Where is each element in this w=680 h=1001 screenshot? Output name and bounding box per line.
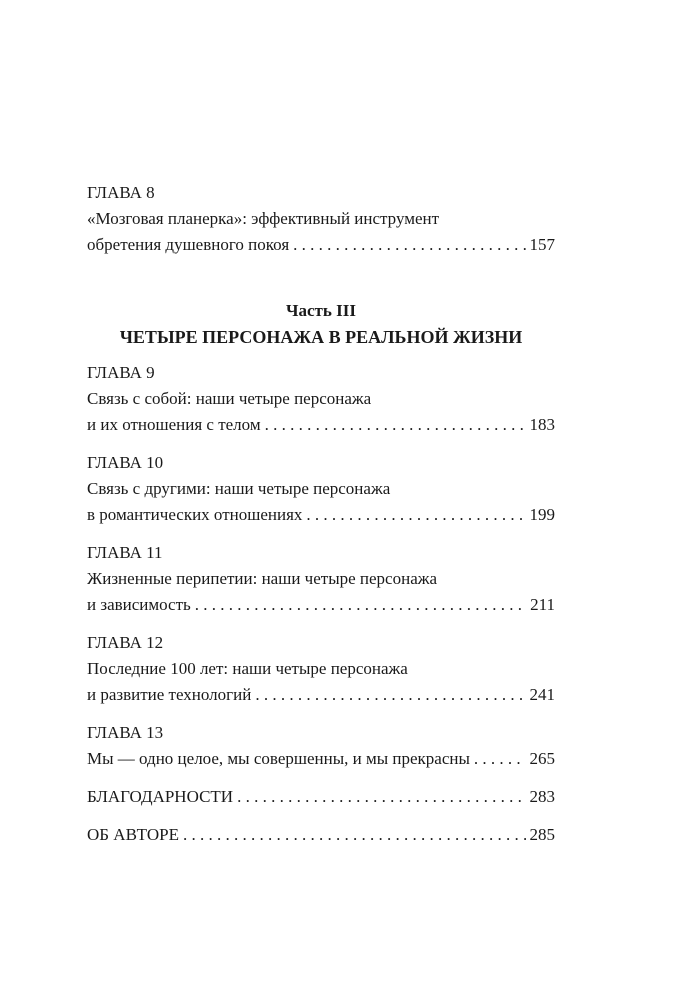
page-number: 265 bbox=[529, 749, 555, 768]
entry-line bbox=[87, 784, 555, 810]
chapter-title-text: и зависимость bbox=[87, 595, 191, 614]
chapter-title-line: Связь с собой: наши четыре персонажа bbox=[87, 389, 372, 408]
part-label: Часть III bbox=[286, 301, 356, 320]
part-heading bbox=[87, 298, 555, 350]
toc-entry-chapter-11[interactable] bbox=[87, 540, 555, 618]
dot-leader bbox=[237, 784, 525, 810]
chapter-title-last-line bbox=[87, 412, 555, 438]
dot-leader bbox=[474, 746, 526, 772]
part-title: ЧЕТЫРЕ ПЕРСОНАЖА В РЕАЛЬНОЙ ЖИЗНИ bbox=[119, 327, 523, 347]
chapter-title-text: обретения душевного покоя bbox=[87, 235, 290, 254]
toc-entry-chapter-12[interactable] bbox=[87, 630, 555, 708]
page-number: 285 bbox=[529, 825, 555, 844]
dot-leader bbox=[265, 412, 526, 438]
toc-entry-chapter-9[interactable] bbox=[87, 360, 555, 438]
chapter-title-text: и развитие технологий bbox=[87, 685, 252, 704]
chapter-title-line: Жизненные перипетии: наши четыре персонажа bbox=[87, 569, 438, 588]
chapter-label: ГЛАВА 13 bbox=[87, 723, 164, 742]
entry-title: БЛАГОДАРНОСТИ bbox=[87, 787, 234, 806]
dot-leader bbox=[195, 592, 526, 618]
toc-entry-about-author[interactable] bbox=[87, 822, 555, 848]
chapter-title-last-line bbox=[87, 232, 555, 258]
toc-entry-chapter-8[interactable] bbox=[87, 180, 555, 258]
chapter-title-last-line bbox=[87, 682, 555, 708]
chapter-title-last-line bbox=[87, 592, 555, 618]
chapter-title-text: Мы — одно целое, мы совершенны, и мы прекрасны bbox=[87, 749, 470, 768]
chapter-title-last-line bbox=[87, 502, 555, 528]
entry-title: ОБ АВТОРЕ bbox=[87, 825, 179, 844]
chapter-title-text: и их отношения с телом bbox=[87, 415, 261, 434]
toc-entry-chapter-10[interactable] bbox=[87, 450, 555, 528]
dot-leader bbox=[183, 822, 526, 848]
chapter-label: ГЛАВА 11 bbox=[87, 543, 163, 562]
page-number: 183 bbox=[529, 415, 555, 434]
entry-line bbox=[87, 822, 555, 848]
page-number: 157 bbox=[529, 235, 555, 254]
chapter-title-text: в романтических отношениях bbox=[87, 505, 303, 524]
page-number: 283 bbox=[529, 787, 555, 806]
table-of-contents bbox=[87, 180, 555, 848]
chapter-title-line: Связь с другими: наши четыре персонажа bbox=[87, 479, 391, 498]
page-number: 241 bbox=[529, 685, 555, 704]
chapter-label: ГЛАВА 9 bbox=[87, 363, 155, 382]
toc-entry-chapter-13[interactable] bbox=[87, 720, 555, 772]
chapter-label: ГЛАВА 10 bbox=[87, 453, 164, 472]
chapter-label: ГЛАВА 12 bbox=[87, 633, 164, 652]
dot-leader bbox=[255, 682, 525, 708]
chapter-label: ГЛАВА 8 bbox=[87, 183, 155, 202]
page-number: 199 bbox=[529, 505, 555, 524]
chapter-title-last-line bbox=[87, 746, 555, 772]
chapter-title-line: «Мозговая планерка»: эффективный инструмент bbox=[87, 209, 440, 228]
dot-leader bbox=[293, 232, 525, 258]
toc-entry-acknowledgements[interactable] bbox=[87, 784, 555, 810]
page-number: 211 bbox=[530, 595, 555, 614]
dot-leader bbox=[306, 502, 525, 528]
chapter-title-line: Последние 100 лет: наши четыре персонажа bbox=[87, 659, 408, 678]
